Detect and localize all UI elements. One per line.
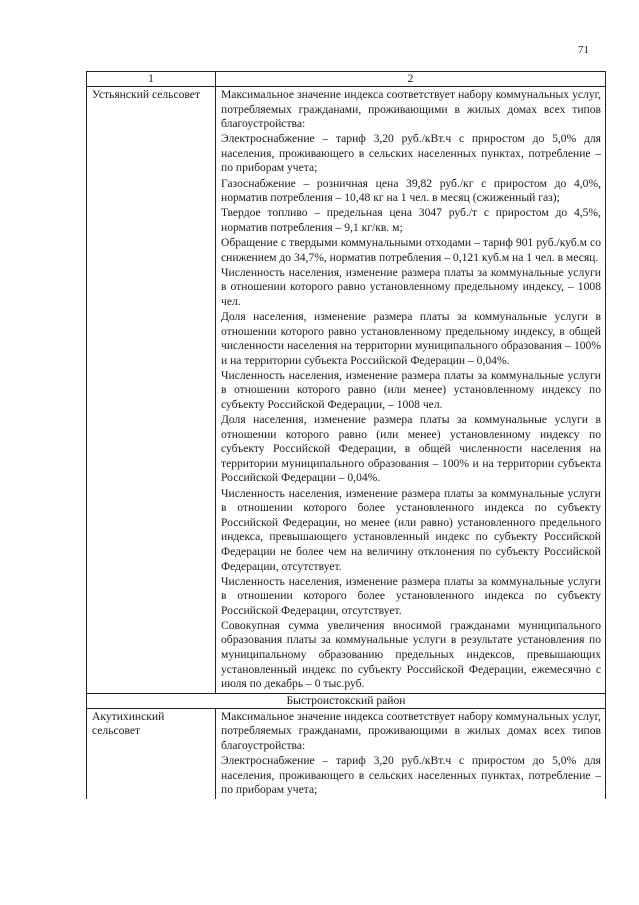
paragraph: Совокупная сумма увеличения вносимой гражданами муниципального образования платы за коммунальные услуги в результате установления по муниципальному образованию предельных индексов, превышающих установленный индекс по субъекту Российской Федерации, ежемесячно с июля по декабрь – 0 тыс.руб. [221, 618, 601, 691]
description-cell [216, 87, 606, 694]
paragraph: Твердое топливо – предельная цена 3047 руб./т с приростом до 4,5%, норматив потребления – 9,1 кг/кв. м; [221, 206, 601, 234]
paragraph: Электроснабжение – тариф 3,20 руб./кВт.ч с приростом до 5,0% для населения, проживающего в сельских населенных пунктах, потребление – по приборам учета; [221, 754, 601, 797]
paragraph: Максимальное значение индекса соответствует набору коммунальных услуг, потребляемых гражданами, проживающими в жилых домах всех типов благоустройства: [221, 88, 601, 131]
region-row [87, 693, 606, 708]
paragraph: Доля населения, изменение размера платы за коммунальные услуги в отношении которого равно установленному предельному индексу, в общей численности населения на территории муниципального образования – 100% и на территории субъекта Российской Федерации – 0,04%. [221, 309, 601, 367]
table-row [87, 87, 606, 694]
indices-table [86, 71, 606, 799]
paragraph: Максимальное значение индекса соответствует набору коммунальных услуг, потребляемых гражданами, проживающими в жилых домах всех типов благоустройства: [221, 709, 601, 753]
table-header-row [87, 72, 606, 87]
column-header-2: 2 [216, 72, 606, 87]
paragraph: Численность населения, изменение размера платы за коммунальные услуги в отношении которого более установленного индекса по субъекту Российской Федерации, отсутствует. [221, 574, 601, 617]
paragraph: Численность населения, изменение размера платы за коммунальные услуги в отношении которого более установленного индекса по субъекту Российской Федерации, но менее (или равно) установленного предельного индекса, превышающего установленный индекс по субъекту Российской Федерации не более чем на величину отклонения по субъекту Российской Федерации, отсутствует. [221, 486, 601, 573]
paragraph: Численность населения, изменение размера платы за коммунальные услуги в отношении которого равно (или менее) установленному индексу по субъекту Российской Федерации, – 1008 чел. [221, 368, 601, 411]
region-name: Быстроистокский район [87, 693, 606, 708]
paragraph: Доля населения, изменение размера платы за коммунальные услуги в отношении которого равно (или менее) установленному индексу по субъекту Российской Федерации, в общей численности населения на территории муниципального образования – 100% и на территории субъекта Российской Федерации – 0,04%. [221, 413, 601, 485]
paragraph: Электроснабжение – тариф 3,20 руб./кВт.ч с приростом до 5,0% для населения, проживающего в сельских населенных пунктах, потребление – по приборам учета; [221, 132, 601, 175]
page-number: 71 [578, 44, 589, 56]
description-cell [216, 708, 606, 799]
paragraph: Газоснабжение – розничная цена 39,82 руб./кг с приростом до 4,0%, норматив потребления – 10,48 кг на 1 чел. в месяц (сжиженный газ); [221, 176, 601, 205]
column-header-1: 1 [87, 72, 216, 87]
table-row [87, 708, 606, 799]
paragraph: Обращение с твердыми коммунальными отходами – тариф 901 руб./куб.м со снижением до 34,7%, норматив потребления – 0,121 куб.м на 1 чел. в месяц. [221, 235, 601, 264]
municipality-name: Устьянский сельсовет [87, 87, 216, 694]
municipality-name: Акутихинский сельсовет [87, 708, 216, 799]
paragraph: Численность населения, изменение размера платы за коммунальные услуги в отношении которого равно установленному предельному индексу, – 1008 чел. [221, 265, 601, 308]
